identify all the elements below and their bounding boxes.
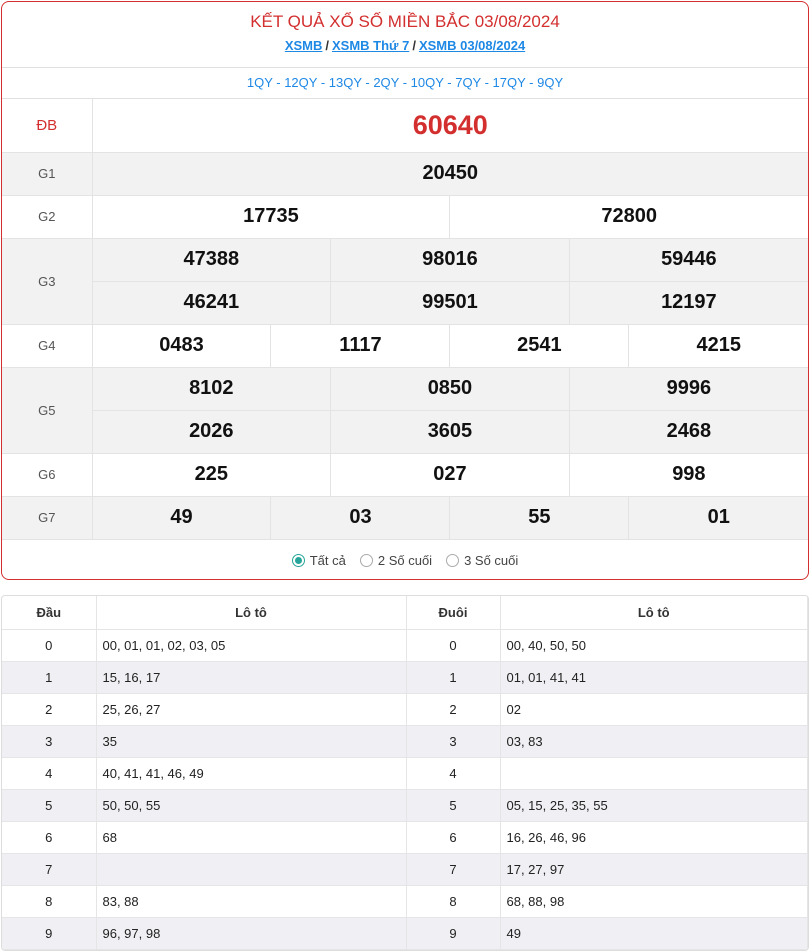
prize-row-g6 [2, 453, 808, 496]
loto-head-values [96, 853, 406, 885]
prize-number: 9996 [569, 367, 808, 410]
loto-tail-values: 01, 01, 41, 41 [500, 661, 808, 693]
prize-row-db [2, 99, 808, 152]
prize-number: 49 [92, 496, 271, 539]
table-row [2, 661, 808, 693]
prize-number: 59446 [569, 238, 808, 281]
loto-tail-values: 02 [500, 693, 808, 725]
loto-head-digit: 0 [2, 629, 96, 661]
filter-option-label: Tất cả [309, 552, 346, 568]
prize-label: G7 [2, 496, 92, 539]
loto-head-digit: 2 [2, 693, 96, 725]
prize-row-g3b [2, 281, 808, 324]
prize-number: 99501 [331, 281, 570, 324]
prize-number: 98016 [331, 238, 570, 281]
loto-tail-digit: 9 [406, 917, 500, 949]
table-row [2, 885, 808, 917]
loto-head-digit: 5 [2, 789, 96, 821]
prize-number: 47388 [92, 238, 331, 281]
prize-row-g7 [2, 496, 808, 539]
loto-tail-digit: 0 [406, 629, 500, 661]
filter-option-3-digits[interactable] [446, 553, 518, 568]
table-row [2, 629, 808, 661]
breadcrumb-link-xsmb-date[interactable]: XSMB 03/08/2024 [418, 38, 526, 53]
radio-unchecked-icon[interactable] [360, 554, 373, 567]
loto-head-values: 00, 01, 01, 02, 03, 05 [96, 629, 406, 661]
loto-head-values: 50, 50, 55 [96, 789, 406, 821]
prize-number: 2468 [569, 410, 808, 453]
prize-number: 8102 [92, 367, 331, 410]
loto-tail-values [500, 757, 808, 789]
prize-label: G4 [2, 324, 92, 367]
filter-option-label: 3 Số cuối [464, 552, 519, 568]
loto-tail-digit: 1 [406, 661, 500, 693]
draw-codes: 1QY - 12QY - 13QY - 2QY - 10QY - 7QY - 17QY - 9QY [2, 68, 808, 99]
loto-body [2, 629, 808, 949]
prize-row-g4 [2, 324, 808, 367]
loto-head-values: 83, 88 [96, 885, 406, 917]
loto-head-digit: 7 [2, 853, 96, 885]
prize-number: 01 [629, 496, 808, 539]
loto-tail-values: 05, 15, 25, 35, 55 [500, 789, 808, 821]
loto-tail-values: 17, 27, 97 [500, 853, 808, 885]
loto-head-values: 15, 16, 17 [96, 661, 406, 693]
loto-head-values: 68 [96, 821, 406, 853]
prize-number: 03 [271, 496, 450, 539]
prize-number: 55 [450, 496, 629, 539]
prize-number: 20450 [92, 152, 808, 195]
loto-tail-values: 68, 88, 98 [500, 885, 808, 917]
loto-header-loto: Lô tô [96, 596, 406, 629]
loto-head-digit: 8 [2, 885, 96, 917]
prize-number: 2026 [92, 410, 331, 453]
breadcrumb-separator: / [412, 38, 416, 53]
loto-tail-digit: 4 [406, 757, 500, 789]
loto-tail-digit: 3 [406, 725, 500, 757]
loto-tail-values: 16, 26, 46, 96 [500, 821, 808, 853]
filter-option-label: 2 Số cuối [377, 552, 433, 568]
table-row [2, 725, 808, 757]
table-row [2, 789, 808, 821]
prize-label: G5 [2, 367, 92, 453]
prize-number: 225 [92, 453, 331, 496]
table-row [2, 821, 808, 853]
loto-header-row [2, 596, 808, 629]
prize-label: ĐB [2, 99, 92, 152]
loto-tail-values: 03, 83 [500, 725, 808, 757]
loto-tail-values: 00, 40, 50, 50 [500, 629, 808, 661]
table-row [2, 917, 808, 949]
breadcrumb-link-xsmb-thu7[interactable]: XSMB Thứ 7 [332, 38, 410, 53]
loto-head-digit: 6 [2, 821, 96, 853]
loto-head-values: 96, 97, 98 [96, 917, 406, 949]
loto-head-digit: 3 [2, 725, 96, 757]
loto-tail-digit: 8 [406, 885, 500, 917]
prize-number: 1117 [271, 324, 450, 367]
loto-head-values: 40, 41, 41, 46, 49 [96, 757, 406, 789]
prize-row-g5b [2, 410, 808, 453]
prize-label: G6 [2, 453, 92, 496]
loto-panel [1, 595, 809, 951]
loto-head-digit: 9 [2, 917, 96, 949]
table-row [2, 693, 808, 725]
prize-number: 3605 [331, 410, 570, 453]
loto-header-duoi: Đuôi [406, 596, 500, 629]
prize-row-g2 [2, 195, 808, 238]
loto-head-values: 35 [96, 725, 406, 757]
prize-number: 4215 [629, 324, 808, 367]
radio-checked-icon[interactable] [292, 554, 305, 567]
prize-number: 46241 [92, 281, 331, 324]
breadcrumb-link-xsmb[interactable]: XSMB [284, 38, 323, 53]
loto-header-dau: Đầu [2, 596, 96, 629]
radio-unchecked-icon[interactable] [446, 554, 459, 567]
filter-option-2-digits[interactable] [360, 553, 432, 568]
lottery-result-panel [1, 1, 809, 580]
loto-head-digit: 1 [2, 661, 96, 693]
prize-number: 17735 [92, 195, 450, 238]
breadcrumb [2, 38, 808, 53]
prize-number: 12197 [569, 281, 808, 324]
loto-tail-values: 49 [500, 917, 808, 949]
prize-label: G1 [2, 152, 92, 195]
prize-row-g5 [2, 367, 808, 410]
result-header [2, 2, 808, 68]
prize-table [2, 99, 808, 540]
breadcrumb-separator: / [325, 38, 329, 53]
digit-filter [2, 540, 808, 581]
prize-number: 0483 [92, 324, 271, 367]
loto-tail-digit: 6 [406, 821, 500, 853]
prize-row-g3 [2, 238, 808, 281]
loto-head-values: 25, 26, 27 [96, 693, 406, 725]
loto-head-digit: 4 [2, 757, 96, 789]
prize-number: 2541 [450, 324, 629, 367]
table-row [2, 757, 808, 789]
prize-number: 0850 [331, 367, 570, 410]
prize-number: 027 [331, 453, 570, 496]
prize-number: 72800 [450, 195, 808, 238]
table-row [2, 853, 808, 885]
prize-number: 998 [569, 453, 808, 496]
loto-tail-digit: 7 [406, 853, 500, 885]
prize-label: G3 [2, 238, 92, 324]
loto-tail-digit: 5 [406, 789, 500, 821]
filter-option-all[interactable] [292, 553, 346, 568]
prize-row-g1 [2, 152, 808, 195]
prize-number-special: 60640 [92, 99, 808, 152]
page-title: KẾT QUẢ XỔ SỐ MIỀN BẮC 03/08/2024 [250, 12, 560, 31]
loto-table [2, 596, 808, 950]
prize-label: G2 [2, 195, 92, 238]
loto-tail-digit: 2 [406, 693, 500, 725]
loto-header-loto: Lô tô [500, 596, 808, 629]
